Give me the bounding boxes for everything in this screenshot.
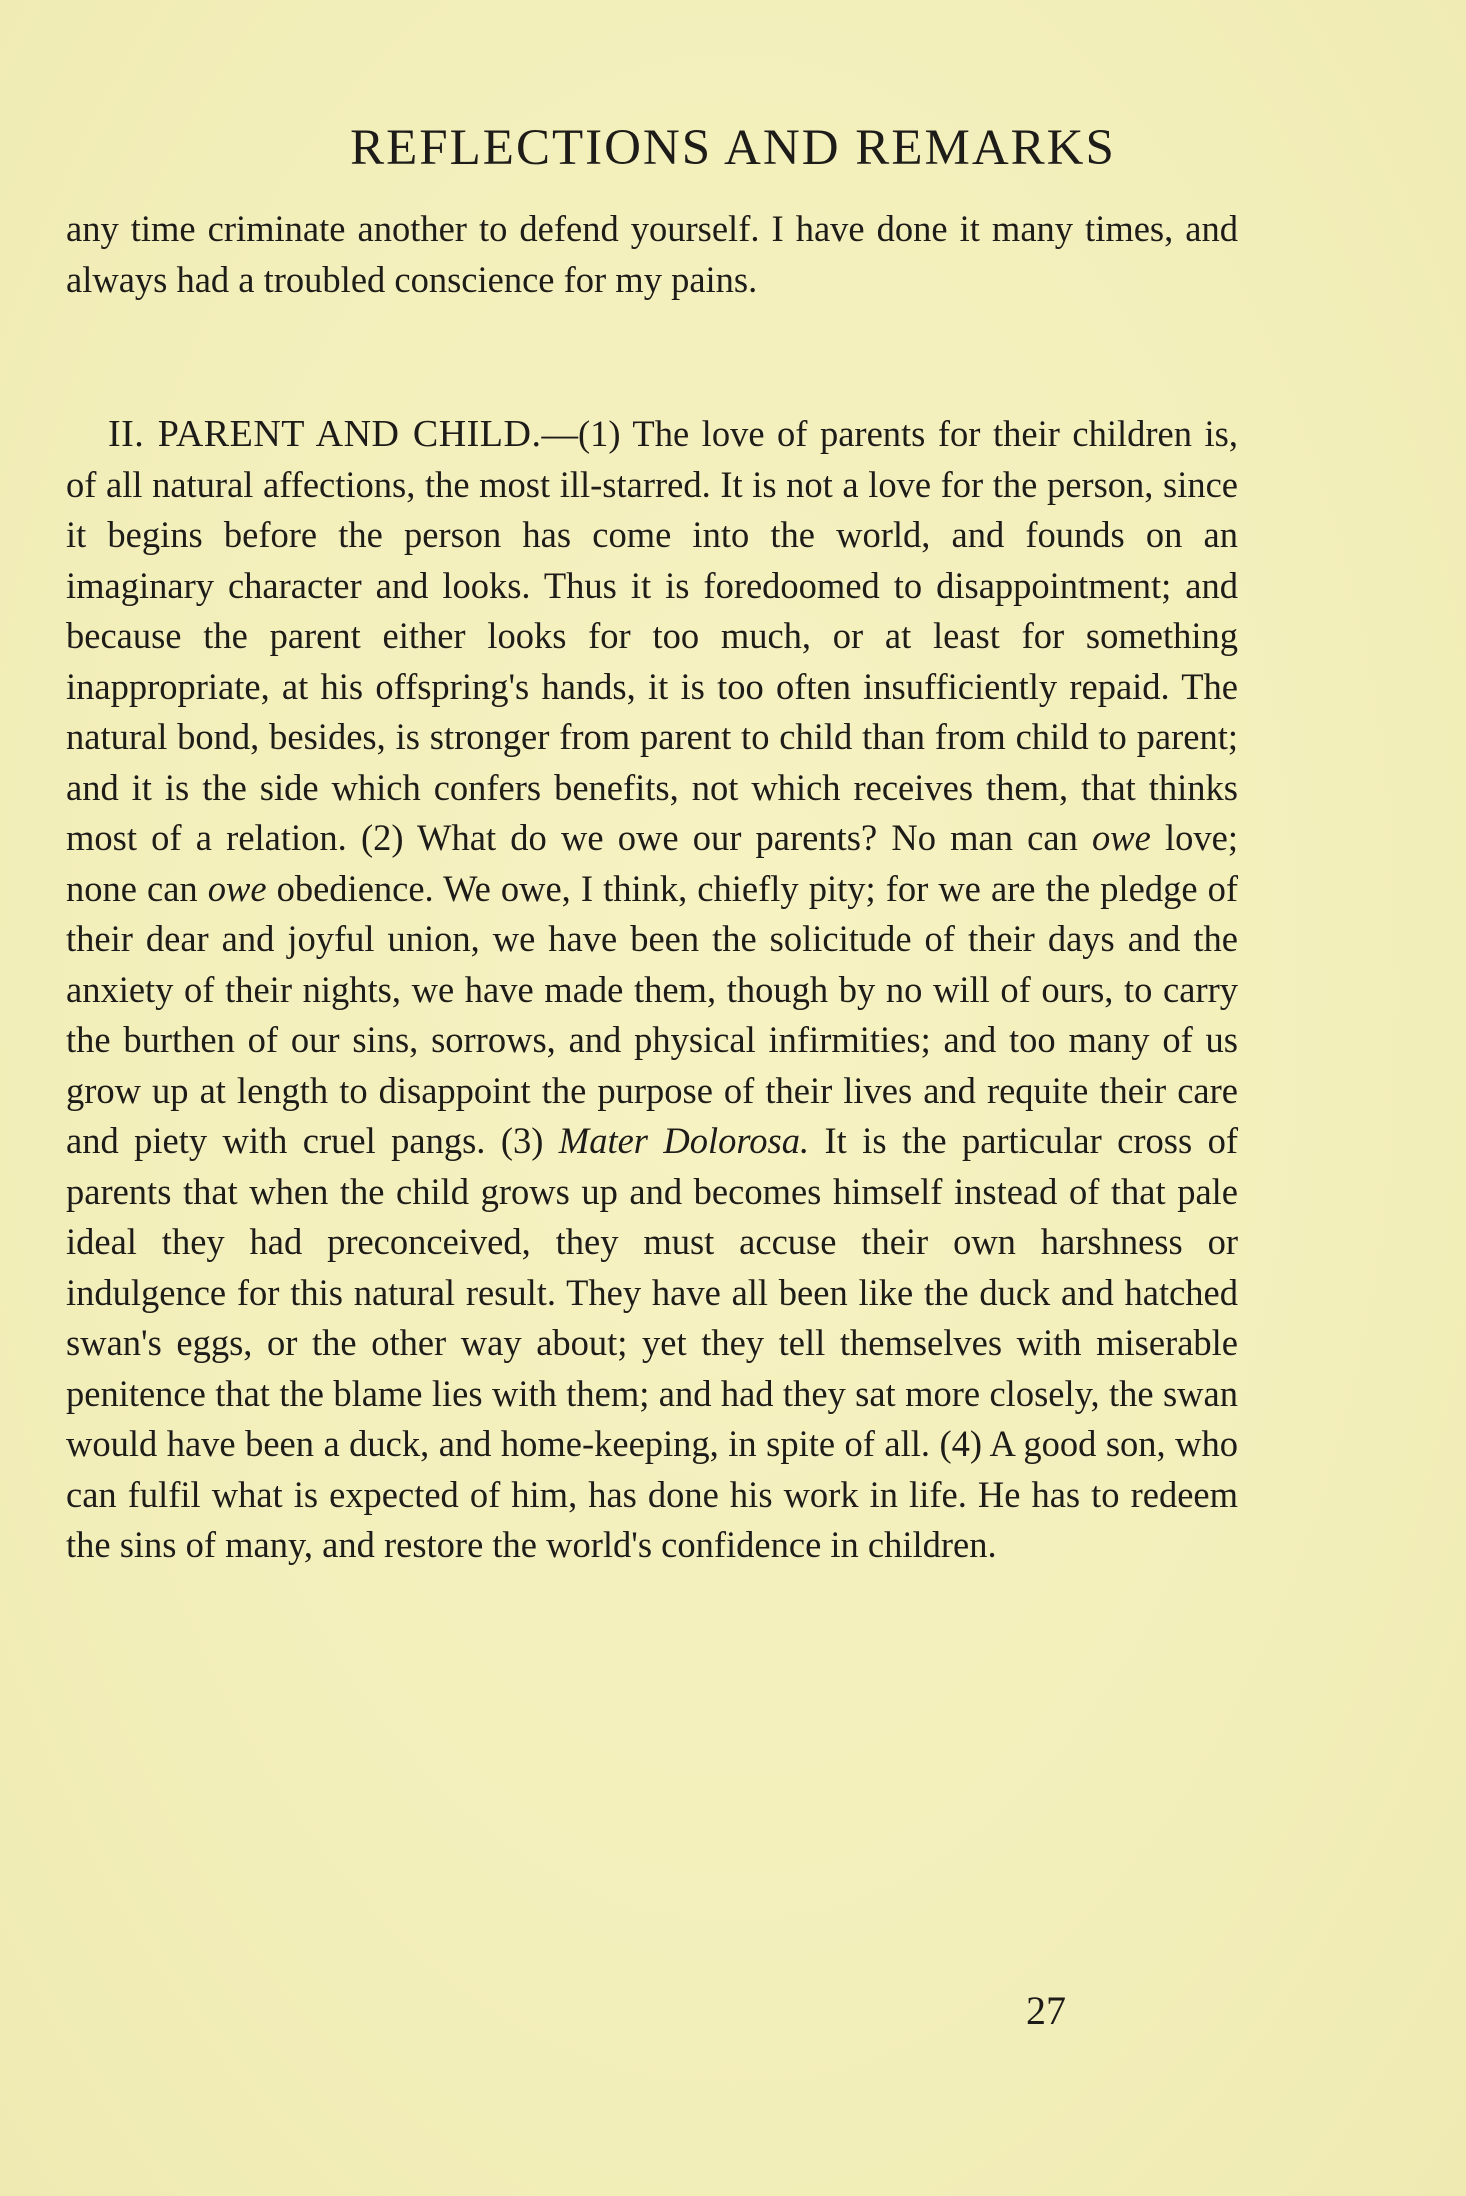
- section-heading: II. PARENT AND CHILD.: [108, 413, 542, 455]
- continuation-paragraph: any time criminate another to defend yourself. I have done it many times, and always had a troubled conscience for my pains.: [66, 208, 1238, 300]
- italic-owe-2: owe: [207, 867, 267, 909]
- subsection-number-2: (2): [360, 817, 404, 858]
- subsection-number-1: (1): [577, 413, 621, 454]
- subsection-text-2b: love; none can: [66, 817, 1238, 909]
- subsection-number-4: (4): [939, 1423, 983, 1464]
- subsection-number-3: (3): [500, 1120, 544, 1161]
- subsection-text-2a: What do we owe our parents? No man can: [403, 817, 1093, 858]
- italic-owe-1: owe: [1092, 817, 1151, 858]
- page-number: 27: [1026, 1988, 1066, 2033]
- subsection-text-1: The love of parents for their children is, of all natural affections, the most ill-starred. It is not a love for the person, since it begins before the person has come into the world, and founds on an imaginary character and looks. Thus it is foredoomed to disappointment; and because the parent either looks for too much, or at least for something inappropriate, at his offspring's hands, it is too often insufficiently repaid. The natural bond, besides, is stronger from parent to child than from child to parent; and it is the side which confers benefits, not which receives them, that thinks most of a relation.: [66, 413, 1238, 858]
- section-paragraph-parent-and-child: [66, 409, 1238, 1571]
- subsection-text-4: A good son, who can fulfil what is expected of him, has done his work in life. He has to redeem the sins of many, and restore the world's confidence in children.: [66, 1423, 1238, 1565]
- subsection-title-mater-dolorosa: Mater Dolorosa.: [558, 1120, 810, 1161]
- em-dash: —: [541, 413, 578, 454]
- running-head: REFLECTIONS AND REMARKS: [350, 120, 1116, 176]
- subsection-text-3: It is the particular cross of parents that when the child grows up and becomes himself instead of that pale ideal they had preconceived, they must accuse their own harshness or indulgence for this natural result. They have all been like the duck and hatched swan's eggs, or the other way about; yet they tell themselves with miserable penitence that the blame lies with them; and had they sat more closely, the swan would have been a duck, and home-keeping, in spite of all.: [66, 1120, 1239, 1464]
- subsection-text-2c: obedience. We owe, I think, chiefly pity; for we are the pledge of their dear and joyful union, we have been the solicitude of their days and the anxiety of their nights, we have made them, though by no will of ours, to carry the burthen of our sins, sorrows, and physical infirmities; and too many of us grow up at length to disappoint the purpose of their lives and requite their care and piety with cruel pangs.: [66, 867, 1238, 1161]
